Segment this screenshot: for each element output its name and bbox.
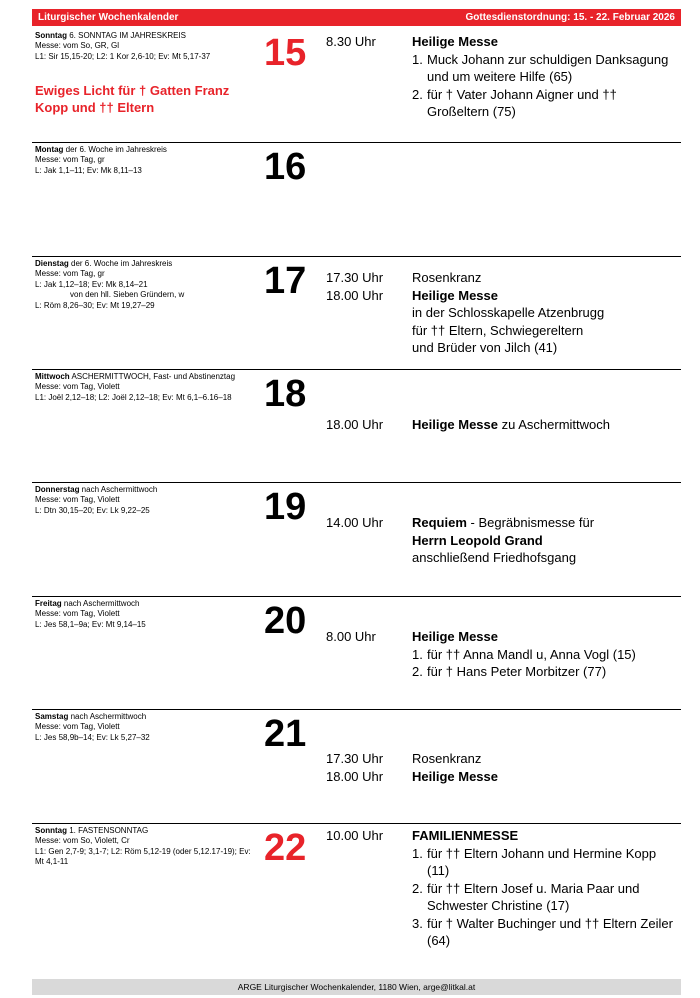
intention-text: für †† Anna Mandl u, Anna Vogl (15) bbox=[427, 646, 636, 662]
service-time: 18.00 Uhr bbox=[326, 287, 384, 303]
service-title: Heilige Messe bbox=[412, 417, 498, 432]
reading-line: Messe: vom Tag, Violett bbox=[35, 609, 120, 619]
intention-number: 2. bbox=[412, 86, 423, 102]
day-heading bbox=[35, 259, 253, 269]
day-block bbox=[32, 256, 681, 371]
service-title: Heilige Messe bbox=[412, 34, 498, 49]
reading-line: Messe: vom So, Violett, Cr bbox=[35, 836, 130, 846]
service-title: Heilige Messe bbox=[412, 768, 498, 784]
service-time: 8.30 Uhr bbox=[326, 34, 376, 49]
service-heading bbox=[412, 33, 677, 51]
intention-item bbox=[412, 86, 677, 121]
service-heading bbox=[412, 768, 677, 786]
day-block bbox=[32, 823, 681, 948]
intention-text: Muck Johann zur schuldigen Danksagung und um weitere Hilfe (65) bbox=[427, 51, 669, 84]
service-description bbox=[412, 416, 677, 434]
service-times bbox=[326, 827, 383, 845]
service-line: für †† Eltern, Schwiegereltern bbox=[412, 322, 584, 338]
reading-line: Messe: vom Tag, Violett bbox=[35, 382, 120, 392]
service-title: Requiem bbox=[412, 515, 467, 530]
service-title: Heilige Messe bbox=[412, 629, 498, 644]
liturgical-day: nach Aschermittwoch bbox=[79, 485, 158, 494]
service-time: 14.00 Uhr bbox=[326, 515, 384, 530]
service-title-suffix: zu Aschermittwoch bbox=[498, 417, 610, 432]
intention-text: für † Vater Johann Aigner und †† Großeltern (75) bbox=[427, 86, 617, 119]
liturgical-day: der 6. Woche im Jahreskreis bbox=[68, 259, 173, 268]
day-heading bbox=[35, 31, 253, 41]
service-times bbox=[326, 750, 383, 785]
date-number: 18 bbox=[264, 373, 307, 415]
liturgical-day: nach Aschermittwoch bbox=[61, 599, 140, 608]
service-time: 17.30 Uhr bbox=[326, 270, 384, 285]
service-line: Rosenkranz bbox=[412, 751, 482, 766]
weekday: Mittwoch bbox=[35, 372, 70, 381]
reading-line: von den hll. Sieben Gründern, w bbox=[70, 290, 185, 300]
liturgical-day: nach Aschermittwoch bbox=[68, 712, 147, 721]
footer: ARGE Liturgischer Wochenkalender, 1180 Wien, arge@litkal.at bbox=[32, 979, 681, 995]
day-heading bbox=[35, 372, 253, 382]
service-heading bbox=[412, 827, 677, 845]
service-time: 18.00 Uhr bbox=[326, 417, 384, 432]
service-line: Rosenkranz bbox=[412, 270, 482, 285]
service-heading bbox=[412, 416, 677, 434]
liturgy-info bbox=[35, 712, 253, 743]
intention-text: für † Hans Peter Morbitzer (77) bbox=[427, 664, 607, 679]
intention-number: 3. bbox=[412, 915, 423, 931]
liturgy-info bbox=[35, 485, 253, 516]
day-heading bbox=[35, 485, 253, 495]
liturgical-day: 6. SONNTAG IM JAHRESKREIS bbox=[67, 31, 186, 40]
weekday: Sonntag bbox=[35, 826, 67, 835]
service-time: 8.00 Uhr bbox=[326, 629, 376, 644]
intention-text: für † Walter Buchinger und †† Eltern Zeiler (64) bbox=[427, 915, 673, 948]
date-number: 16 bbox=[264, 146, 307, 188]
service-line: und Brüder von Jilch (41) bbox=[412, 340, 558, 355]
reading-line: L1: Gen 2,7-9; 3,1-7; L2: Röm 5,12-19 (oder 5,12.17-19); Ev: Mt 4,1-11 bbox=[35, 846, 251, 867]
intention-number: 2. bbox=[412, 880, 423, 896]
intention-item bbox=[412, 845, 677, 880]
service-title: FAMILIENMESSE bbox=[412, 828, 519, 843]
service-times bbox=[326, 269, 383, 304]
service-times bbox=[326, 514, 383, 532]
service-times bbox=[326, 628, 376, 646]
service-line: anschließend Friedhofsgang bbox=[412, 550, 577, 565]
reading-line: Messe: vom Tag, Violett bbox=[35, 722, 120, 732]
day-block bbox=[32, 369, 681, 484]
liturgical-day: der 6. Woche im Jahreskreis bbox=[63, 145, 167, 154]
day-block bbox=[32, 29, 681, 143]
intention-number: 1. bbox=[412, 51, 423, 67]
weekday: Freitag bbox=[35, 599, 62, 608]
header-bar bbox=[32, 9, 681, 26]
reading-line: L: Jak 1,1–11; Ev: Mk 8,11–13 bbox=[35, 165, 142, 175]
service-times bbox=[326, 33, 376, 51]
intention-item bbox=[412, 646, 677, 664]
service-title: Heilige Messe bbox=[412, 287, 498, 303]
service-line: in der Schlosskapelle Atzenbrugg bbox=[412, 305, 605, 320]
intention-text: für †† Eltern Johann und Hermine Kopp (11) bbox=[427, 845, 657, 878]
service-time: 17.30 Uhr bbox=[326, 751, 384, 766]
day-block bbox=[32, 709, 681, 824]
reading-line: L: Dtn 30,15–20; Ev: Lk 9,22–25 bbox=[35, 505, 150, 515]
reading-line: L: Jak 1,12–18; Ev: Mk 8,14–21 bbox=[35, 279, 148, 289]
service-description bbox=[412, 628, 677, 681]
service-description bbox=[412, 750, 677, 785]
service-description bbox=[412, 827, 677, 950]
intention-item bbox=[412, 915, 677, 950]
service-times bbox=[326, 416, 383, 434]
service-description bbox=[412, 33, 677, 121]
reading-line: Messe: vom So, GR, Gl bbox=[35, 41, 120, 51]
day-block bbox=[32, 142, 681, 257]
service-heading bbox=[412, 514, 677, 532]
reading-line: Messe: vom Tag, gr bbox=[35, 155, 105, 165]
service-description bbox=[412, 514, 677, 567]
weekday: Dienstag bbox=[35, 259, 69, 268]
deceased-name: Herrn Leopold Grand bbox=[412, 532, 543, 548]
liturgy-info bbox=[35, 145, 253, 176]
weekday: Sonntag bbox=[35, 31, 67, 40]
day-heading bbox=[35, 712, 253, 722]
service-heading bbox=[412, 628, 677, 646]
day-block bbox=[32, 596, 681, 711]
day-heading bbox=[35, 826, 253, 836]
liturgy-info bbox=[35, 599, 253, 630]
liturgical-day: 1. FASTENSONNTAG bbox=[67, 826, 149, 835]
liturgy-info bbox=[35, 31, 253, 116]
date-number: 15 bbox=[264, 32, 307, 74]
service-heading bbox=[412, 287, 677, 305]
reading-line: Messe: vom Tag, gr bbox=[35, 269, 105, 279]
liturgical-day: ASCHERMITTWOCH, Fast- und Abstinenztag bbox=[69, 372, 236, 381]
intention-text: für †† Eltern Josef u. Maria Paar und Schwester Christine (17) bbox=[427, 880, 640, 913]
intention-number: 1. bbox=[412, 646, 423, 662]
intention-item bbox=[412, 880, 677, 915]
service-time: 10.00 Uhr bbox=[326, 828, 384, 843]
date-number: 20 bbox=[264, 600, 307, 642]
weekday: Donnerstag bbox=[35, 485, 80, 494]
day-heading bbox=[35, 145, 253, 155]
date-number: 21 bbox=[264, 713, 307, 755]
reading-line: Messe: vom Tag, Violett bbox=[35, 495, 120, 505]
reading-line: L: Jes 58,9b–14; Ev: Lk 5,27–32 bbox=[35, 732, 150, 742]
reading-line: L1: Sir 15,15-20; L2: 1 Kor 2,6-10; Ev: Mt 5,17-37 bbox=[35, 51, 211, 61]
reading-line: L: Röm 8,26–30; Ev: Mt 19,27–29 bbox=[35, 300, 155, 310]
date-number: 19 bbox=[264, 486, 307, 528]
weekday: Montag bbox=[35, 145, 64, 154]
day-heading bbox=[35, 599, 253, 609]
service-title-suffix: - Begräbnismesse für bbox=[466, 515, 595, 530]
reading-line: L1: Joël 2,12–18; L2: Joël 2,12–18; Ev: Mt 6,1–6.16–18 bbox=[35, 392, 232, 402]
date-number: 17 bbox=[264, 260, 307, 302]
weekday: Samstag bbox=[35, 712, 69, 721]
intention-item bbox=[412, 51, 677, 86]
service-description bbox=[412, 269, 677, 357]
eternal-light-note: Ewiges Licht für † Gatten Franz Kopp und †† Eltern bbox=[35, 83, 230, 116]
intention-item bbox=[412, 663, 677, 681]
intention-number: 1. bbox=[412, 845, 423, 861]
day-block bbox=[32, 482, 681, 597]
service-time: 18.00 Uhr bbox=[326, 768, 384, 784]
liturgy-info bbox=[35, 372, 253, 403]
date-number: 22 bbox=[264, 827, 307, 869]
intention-number: 2. bbox=[412, 664, 423, 679]
calendar-title: Liturgischer Wochenkalender bbox=[38, 12, 179, 23]
date-range: Gottesdienstordnung: 15. - 22. Februar 2026 bbox=[465, 12, 675, 23]
reading-line: L: Jes 58,1–9a; Ev: Mt 9,14–15 bbox=[35, 619, 146, 629]
liturgy-info bbox=[35, 826, 253, 868]
liturgy-info bbox=[35, 259, 253, 311]
